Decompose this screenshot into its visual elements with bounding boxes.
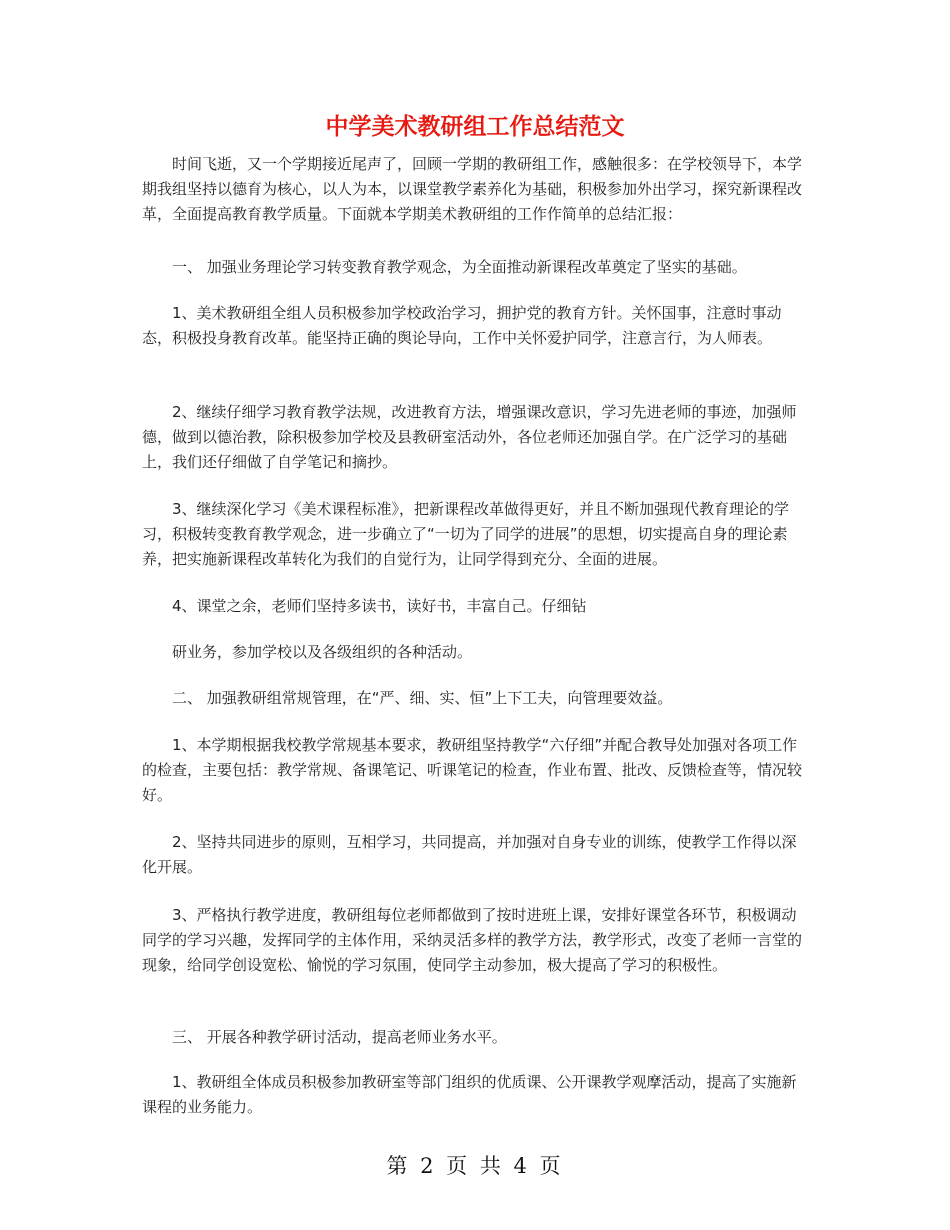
paragraph-1-4-cont: 研业务，参加学校以及各级组织的各种活动。 [172, 643, 473, 661]
paragraph-intro: 时间飞逝，又一个学期接近尾声了，回顾一学期的教研组工作，感触很多：在学校领导下，本学期我组坚持以德育为核心，以人为本，以课堂教学素养化为基础，积极参加外出学习，探究新课程改革，全面提高教育教学质量。下面就本学期美术教研组的工作作简单的总结汇报： [142, 155, 803, 223]
paragraph-2-1: 1、本学期根据我校教学常规基本要求，教研组坚持教学“六仔细”并配合教导处加强对各项工作的检查，主要包括：教学常规、备课笔记、听课笔记的检查，作业布置、批改、反馈检查等，情况较好。 [142, 736, 803, 804]
paragraph-2-3: 3、严格执行教学进度，教研组每位老师都做到了按时进班上课，安排好课堂各环节，积极调动同学的学习兴趣，发挥同学的主体作用，采纳灵活多样的教学方法，教学形式，改变了老师一言堂的现象，给同学创设宽松、愉悦的学习氛围，使同学主动参加，极大提高了学习的积极性。 [142, 906, 803, 974]
document-title: 中学美术教研组工作总结范文 [325, 114, 625, 140]
paragraph-2-2: 2、坚持共同进步的原则，互相学习，共同提高，并加强对自身专业的训练，使教学工作得以深化开展。 [142, 833, 797, 876]
paragraph-1-2: 2、继续仔细学习教育教学法规，改进教育方法，增强课改意识，学习先进老师的事迹，加强师德，做到以德治教，除积极参加学校及县教研室活动外，各位老师还加强自学。在广泛学习的基础上，我们还仔细做了自学笔记和摘抄。 [142, 403, 797, 471]
paragraph-1-3: 3、继续深化学习《美术课程标准》，把新课程改革做得更好，并且不断加强现代教育理论的学习，积极转变教育教学观念，进一步确立了“一切为了同学的进展”的思想，切实提高自身的理论素养，把实施新课程改革转化为我们的自觉行为，让同学得到充分、全面的进展。 [142, 500, 790, 568]
paragraph-section-1-heading: 一、 加强业务理论学习转变教育教学观念，为全面推动新课程改革奠定了坚实的基础。 [172, 258, 747, 276]
paragraph-3-1: 1、教研组全体成员积极参加教研室等部门组织的优质课、公开课教学观摩活动，提高了实施新课程的业务能力。 [142, 1073, 797, 1116]
paragraph-section-3-heading: 三、 开展各种教学研讨活动，提高老师业务水平。 [172, 1028, 507, 1046]
page-number-footer: 第 2 页 共 4 页 [386, 1154, 564, 1178]
paragraph-1-4: 4、课堂之余，老师们坚持多读书，读好书，丰富自己。仔细钻 [172, 597, 587, 615]
paragraph-section-2-heading: 二、 加强教研组常规管理，在“严、细、实、恒”上下工夫，向管理要效益。 [172, 689, 673, 707]
paragraph-1-1: 1、美术教研组全组人员积极参加学校政治学习，拥护党的教育方针。关怀国事，注意时事动态，积极投身教育改革。能坚持正确的舆论导向，工作中关怀爱护同学，注意言行，为人师表。 [142, 304, 782, 347]
